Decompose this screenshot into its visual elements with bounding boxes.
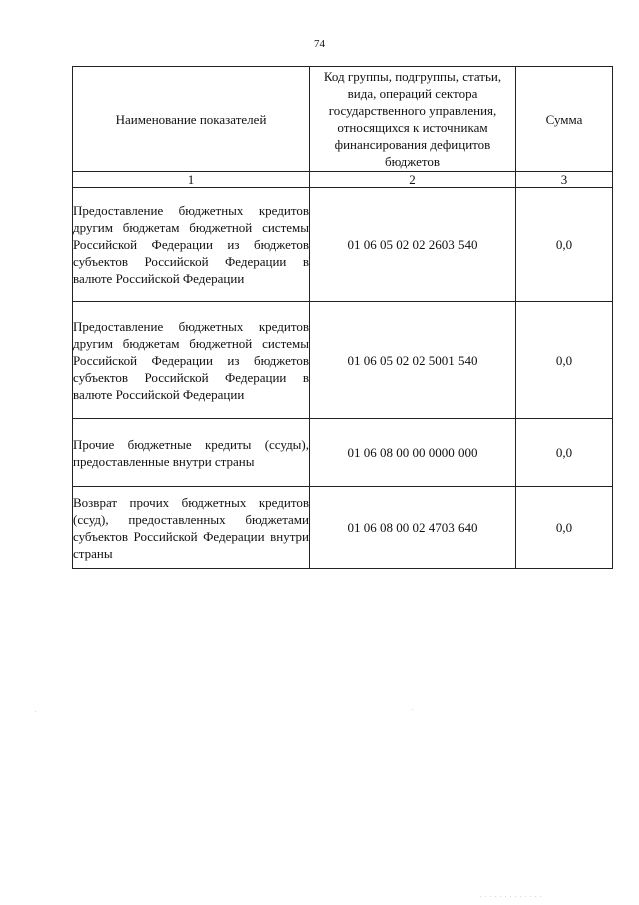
header-sum: Сумма xyxy=(516,67,613,172)
column-number: 2 xyxy=(310,172,516,188)
code-cell: 01 06 05 02 02 5001 540 xyxy=(310,302,516,419)
header-classification-code: Код группы, подгруппы, статьи, вида, операций сектора государственного управления, относящихся к источникам финансирования дефицитов бюджетов xyxy=(310,67,516,172)
sum-cell: 0,0 xyxy=(516,302,613,419)
table-row xyxy=(73,302,613,419)
column-number: 1 xyxy=(73,172,310,188)
scan-artifact: . . . . . . . . . . . . . xyxy=(480,893,543,899)
indicator-name-cell: Предоставление бюджетных кредитов другим бюджетам бюджетной системы Российской Федерации из бюджетов субъектов Российской Федерации в валюте Российской Федерации xyxy=(73,302,310,419)
sum-cell: 0,0 xyxy=(516,188,613,302)
indicator-name-cell: Предоставление бюджетных кредитов другим бюджетам бюджетной системы Российской Федерации из бюджетов субъектов Российской Федерации в валюте Российской Федерации xyxy=(73,188,310,302)
budget-sources-table xyxy=(72,66,613,569)
sum-cell: 0,0 xyxy=(516,487,613,569)
indicator-name-cell: Возврат прочих бюджетных кредитов (ссуд), предоставленных бюджетами субъектов Российской Федерации внутри страны xyxy=(73,487,310,569)
indicator-name-cell: Прочие бюджетные кредиты (ссуды), предоставленные внутри страны xyxy=(73,419,310,487)
scan-artifact: . xyxy=(412,706,415,712)
sum-cell: 0,0 xyxy=(516,419,613,487)
scan-artifact: . xyxy=(35,708,38,714)
column-number-row xyxy=(73,172,613,188)
table-header-row xyxy=(73,67,613,172)
table-row xyxy=(73,487,613,569)
page-number: 74 xyxy=(314,38,325,50)
table-row xyxy=(73,419,613,487)
code-cell: 01 06 08 00 00 0000 000 xyxy=(310,419,516,487)
header-indicator-name: Наименование показателей xyxy=(73,67,310,172)
table-row xyxy=(73,188,613,302)
code-cell: 01 06 08 00 02 4703 640 xyxy=(310,487,516,569)
code-cell: 01 06 05 02 02 2603 540 xyxy=(310,188,516,302)
column-number: 3 xyxy=(516,172,613,188)
